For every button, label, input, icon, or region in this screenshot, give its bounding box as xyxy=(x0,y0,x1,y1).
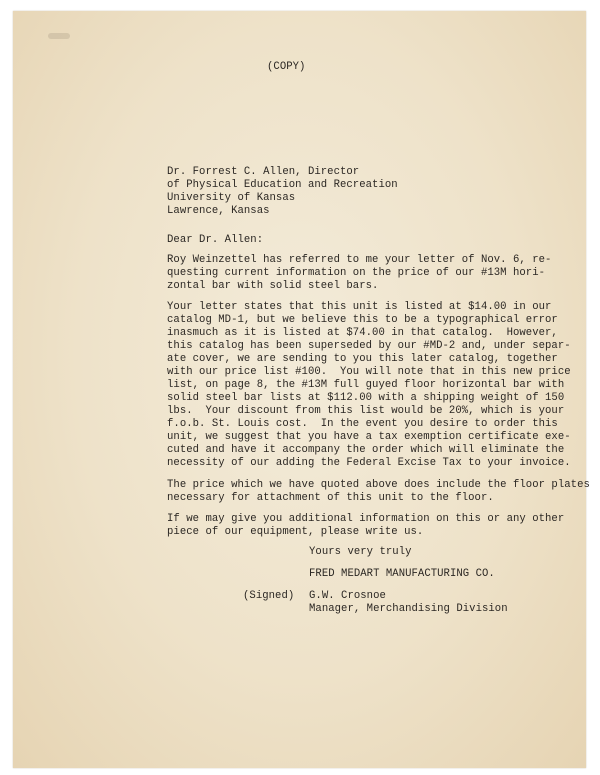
body-line: lbs. Your discount from this list would be 20%, which is your xyxy=(167,405,565,417)
body-line: f.o.b. St. Louis cost. In the event you desire to order this xyxy=(167,418,558,430)
body-line: ate cover, we are sending to you this later catalog, together xyxy=(167,353,558,365)
body-line: solid steel bar lists at $112.00 with a shipping weight of 150 xyxy=(167,392,565,404)
body-line: catalog MD-1, but we believe this to be a typographical error xyxy=(167,314,558,326)
copy-label: (COPY) xyxy=(267,61,306,73)
company-name: FRED MEDART MANUFACTURING CO. xyxy=(309,568,495,580)
paper-smudge xyxy=(48,33,70,39)
body-line: If we may give you additional information on this or any other xyxy=(167,513,565,525)
address-line: Dr. Forrest C. Allen, Director xyxy=(167,166,360,178)
address-line: University of Kansas xyxy=(167,192,296,204)
complimentary-close: Yours very truly xyxy=(309,546,412,558)
body-line: inasmuch as it is listed at $74.00 in that catalog. However, xyxy=(167,327,558,339)
address-line: Lawrence, Kansas xyxy=(167,205,270,217)
body-line: Roy Weinzettel has referred to me your letter of Nov. 6, re- xyxy=(167,254,552,266)
body-line: unit, we suggest that you have a tax exemption certificate exe- xyxy=(167,431,571,443)
salutation: Dear Dr. Allen: xyxy=(167,234,264,246)
body-line: piece of our equipment, please write us. xyxy=(167,526,424,538)
signer-title: Manager, Merchandising Division xyxy=(309,603,508,615)
body-line: this catalog has been superseded by our #MD-2 and, under separ- xyxy=(167,340,571,352)
signed-label: (Signed) xyxy=(243,590,295,602)
address-line: of Physical Education and Recreation xyxy=(167,179,398,191)
body-line: zontal bar with solid steel bars. xyxy=(167,280,379,292)
body-line: with our price list #100. You will note that in this new price xyxy=(167,366,571,378)
body-line: necessary for attachment of this unit to the floor. xyxy=(167,492,494,504)
body-line: The price which we have quoted above does include the floor plates xyxy=(167,479,590,491)
signer-name: G.W. Crosnoe xyxy=(309,590,386,602)
body-line: list, on page 8, the #13M full guyed floor horizontal bar with xyxy=(167,379,565,391)
body-line: necessity of our adding the Federal Excise Tax to your invoice. xyxy=(167,457,571,469)
body-line: Your letter states that this unit is listed at $14.00 in our xyxy=(167,301,552,313)
body-line: questing current information on the price of our #13M hori- xyxy=(167,267,546,279)
body-line: cuted and have it accompany the order which will eliminate the xyxy=(167,444,565,456)
